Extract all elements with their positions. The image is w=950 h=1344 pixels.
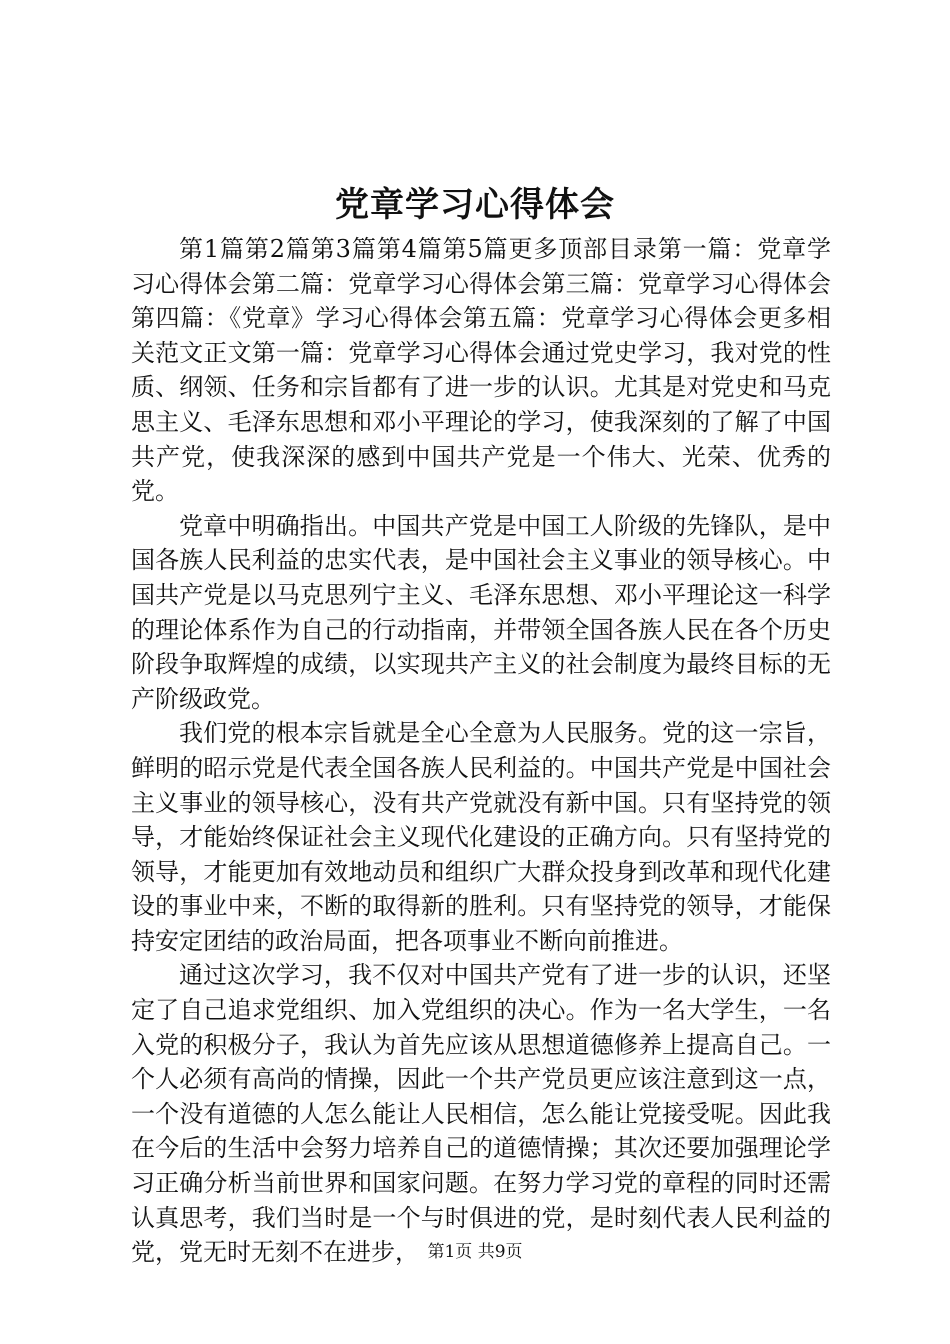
- paragraph-4: 通过这次学习，我不仅对中国共产党有了进一步的认识，还坚定了自己追求党组织、加入党组织的决心。作为一名大学生，一名入党的积极分子，我认为首先应该从思想道德修养上提高自己。一个人必须有高尚的情操，因此一个共产党员更应该注意到这一点，一个没有道德的人怎么能让人民相信，怎么能让党接受呢。因此我在今后的生活中会努力培养自己的道德情操；其次还要加强理论学习正确分析当前世界和国家问题。在努力学习党的章程的同时还需认真思考，我们当时是一个与时俱进的党，是时刻代表人民利益的党，党无时无刻不在进步，: [131, 961, 831, 1267]
- paragraph-3: 我们党的根本宗旨就是全心全意为人民服务。党的这一宗旨，鲜明的昭示党是代表全国各族人民利益的。中国共产党是中国社会主义事业的领导核心，没有共产党就没有新中国。只有坚持党的领导，才能始终保证社会主义现代化建设的正确方向。只有坚持党的领导，才能更加有效地动员和组织广大群众投身到改革和现代化建设的事业中来，不断的取得新的胜利。只有坚持党的领导，才能保持安定团结的政治局面，把各项事业不断向前推进。: [131, 719, 831, 955]
- page-number-footer: 第1页 共9页: [427, 1242, 523, 1262]
- paragraph-1: 第1篇第2篇第3篇第4篇第5篇更多顶部目录第一篇：党章学习心得体会第二篇：党章学习心得体会第三篇：党章学习心得体会第四篇：《党章》学习心得体会第五篇：党章学习心得体会更多相关范文正文第一篇：党章学习心得体会通过党史学习，我对党的性质、纲领、任务和宗旨都有了进一步的认识。尤其是对党史和马克思主义、毛泽东思想和邓小平理论的学习，使我深刻的了解了中国共产党，使我深深的感到中国共产党是一个伟大、光荣、优秀的党。: [131, 235, 831, 506]
- document-body: [131, 232, 831, 1270]
- paragraph-2: 党章中明确指出。中国共产党是中国工人阶级的先锋队，是中国各族人民利益的忠实代表，是中国社会主义事业的领导核心。中国共产党是以马克思列宁主义、毛泽东思想、邓小平理论这一科学的理论体系作为自己的行动指南，并带领全国各族人民在各个历史阶段争取辉煌的成绩，以实现共产主义的社会制度为最终目标的无产阶级政党。: [131, 511, 831, 713]
- document-title: 党章学习心得体会: [335, 185, 615, 225]
